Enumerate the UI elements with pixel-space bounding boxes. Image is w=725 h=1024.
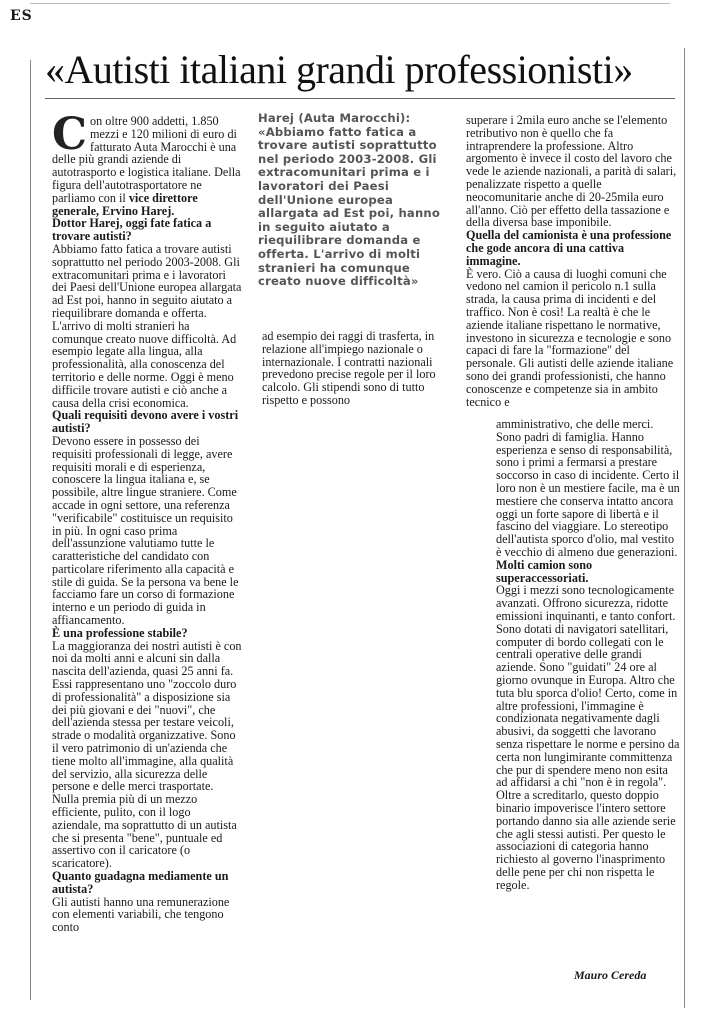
answer-4-continued: ad esempio dei raggi di trasferta, in relazione all'impiego nazionale o internazionale. I contratti nazionali prevedono precise regole per il loro calcolo. Gli stipendi sono di tutto rispetto e possono xyxy=(262,329,436,407)
question-5: Quella del camionista è una professione che gode ancora di una cattiva immagine. xyxy=(466,228,672,268)
intro-bold: vice direttore generale, Ervino Harej. xyxy=(52,190,198,218)
answer-1: Abbiamo fatto fatica a trovare autisti soprattutto nel periodo 2003-2008. Gli extracomunitari prima e i lavoratori dei Paesi dell'Unione europea allargata ad Est poi, hanno in seguito aiutato a riequilibrare domanda e offerta. L'arrivo di molti stranieri ha comunque creato nuove difficoltà. Ad esempio legate alla lingua, alla professionalità, alla conoscenza del territorio e delle norme. Oggi è meno difficile trovare autisti e ciò anche a causa della crisi economica. xyxy=(52,241,242,410)
author-signature: Mauro Cereda xyxy=(574,968,647,982)
column-3-lower xyxy=(496,418,680,891)
question-6: Molti camion sono superaccessoriati. xyxy=(496,557,593,585)
question-1: Dottor Harej, oggi fate fatica a trovare autisti? xyxy=(52,216,212,244)
intro-text: on oltre 900 addetti, 1.850 mezzi e 120 milioni di euro di fatturato Auta Marocchi è una delle più grandi aziende di autotrasporto e logistica italiane. Della figura dell'autotrasportatore ne parliamo con il xyxy=(52,114,241,205)
answer-4: Gli autisti hanno una remunerazione con elementi variabili, che tengono conto xyxy=(52,894,230,935)
column-2 xyxy=(262,330,454,407)
headline-underline xyxy=(45,98,675,99)
question-3: È una professione stabile? xyxy=(52,625,188,640)
question-2: Quali requisiti devono avere i vostri autisti? xyxy=(52,408,239,436)
left-rule xyxy=(30,60,31,1000)
pull-quote: Harej (Auta Marocchi): «Abbiamo fatto fatica a trovare autisti soprattutto nel periodo 2003-2008. Gli extracomunitari prima e i lavoratori dei Paesi dell'Unione europea allargata ad Est poi, hanno in seguito aiutato a riequilibrare domanda e offerta. L'arrivo di molti stranieri ha comunque creato nuove difficoltà» xyxy=(258,111,441,289)
right-rule xyxy=(684,48,685,1008)
drop-cap: C xyxy=(52,109,88,160)
intro-paragraph xyxy=(52,109,242,218)
answer-3: La maggioranza dei nostri autisti è con noi da molti anni e alcuni sin dalla nascita dell'azienda, quasi 25 anni fa. Essi rappresentano uno "zoccolo duro di professionalità" a disposizione sia dei più giovani e dei "nuovi", che dell'azienda stessa per testare veicoli, strade o modalità organizzative. Sono il vero patrimonio di un'azienda che tiene molto all'immagine, alla qualità del servizio, alla sicurezza delle persone e delle merci trasportate. Nulla premia più di un mezzo efficiente, pulito, con il logo aziendale, ma soprattutto di un autista che si presenta "bene", puntuale ed assertivo con il caricatore (o scaricatore). xyxy=(52,638,242,871)
article-headline: «Autisti italiani grandi professionisti» xyxy=(45,47,633,92)
answer-5-continued: amministrativo, che delle merci. Sono padri di famiglia. Hanno esperienza e senso di responsabilità, sono i primi a fermarsi a prestare soccorso in caso di incidente. Certo il loro non è un mestiere facile, ma è un mestiere che conserva intatto ancora oggi un forte sapore di libertà e il fascino del viaggiare. Lo stereotipo dell'autista sporco d'olio, mal vestito è vecchio di almeno due generazioni. xyxy=(496,417,680,559)
answer-4-end: superare i 2mila euro anche se l'elemento retributivo non è quello che fa intraprendere la professione. Altro argomento è invece il costo del lavoro che vede le aziende nazionali, a parità di salari, penalizzate rispetto a quelle neocomunitarie anche di 20-25mila euro all'anno. Ciò per effetto della tassazione e della diversa base imponibile. xyxy=(466,113,677,230)
column-3 xyxy=(466,114,678,408)
section-tag: ES xyxy=(10,8,33,24)
answer-5: È vero. Ciò a causa di luoghi comuni che vedono nel camion il pericolo n.1 sulla strada, la causa prima di incidenti e del traffico. Non è così! La realtà è che le aziende italiane rispettano le normative, investono in sicurezza e tecnologie e sono capaci di fare la "formazione" del personale. Gli autisti delle aziende italiane sono dei grandi professionisti, che hanno conoscenze e competenze sia in ambito tecnico e xyxy=(466,266,674,409)
column-1 xyxy=(52,109,242,935)
answer-2: Devono essere in possesso dei requisiti professionali di legge, avere requisiti morali e di esperienza, conoscere la lingua italiana e, se possibile, altre lingue straniere. Come accade in ogni settore, una referenza "verificabile" costituisce un requisito in più. In ogni caso prima dell'assunzione valutiamo tutte le caratteristiche del candidato con particolare riferimento alla capacità e stile di guida. Se la persona va bene le facciamo fare un corso di formazione interno e un periodo di guida in affiancamento. xyxy=(52,433,239,628)
top-rule xyxy=(30,3,670,4)
question-4: Quanto guadagna mediamente un autista? xyxy=(52,869,229,896)
answer-6: Oggi i mezzi sono tecnologicamente avanzati. Offrono sicurezza, ridotte emissioni inquinanti, e tanto confort. Sono dotati di navigatori satellitari, computer di bordo collegati con le centrali operative delle grandi aziende. Sono "guidati" 24 ore al giorno ovunque in Europa. Altro che tuta blu sporca d'olio! Certo, come in altre professioni, l'immagine è condizionata negativamente dagli abusivi, da soggetti che lavorano senza rispettare le norme e persino da certa non lungimirante committenza che pur di spendere meno non esita ad affidarsi a chi "non è in regola". Oltre a screditarlo, questo doppio binario impoverisce l'intero settore portando danno sia alle aziende serie che agli stessi autisti. Per questo le associazioni di categoria hanno richiesto al governo l'inasprimento delle pene per chi non rispetta le regole. xyxy=(496,583,680,892)
